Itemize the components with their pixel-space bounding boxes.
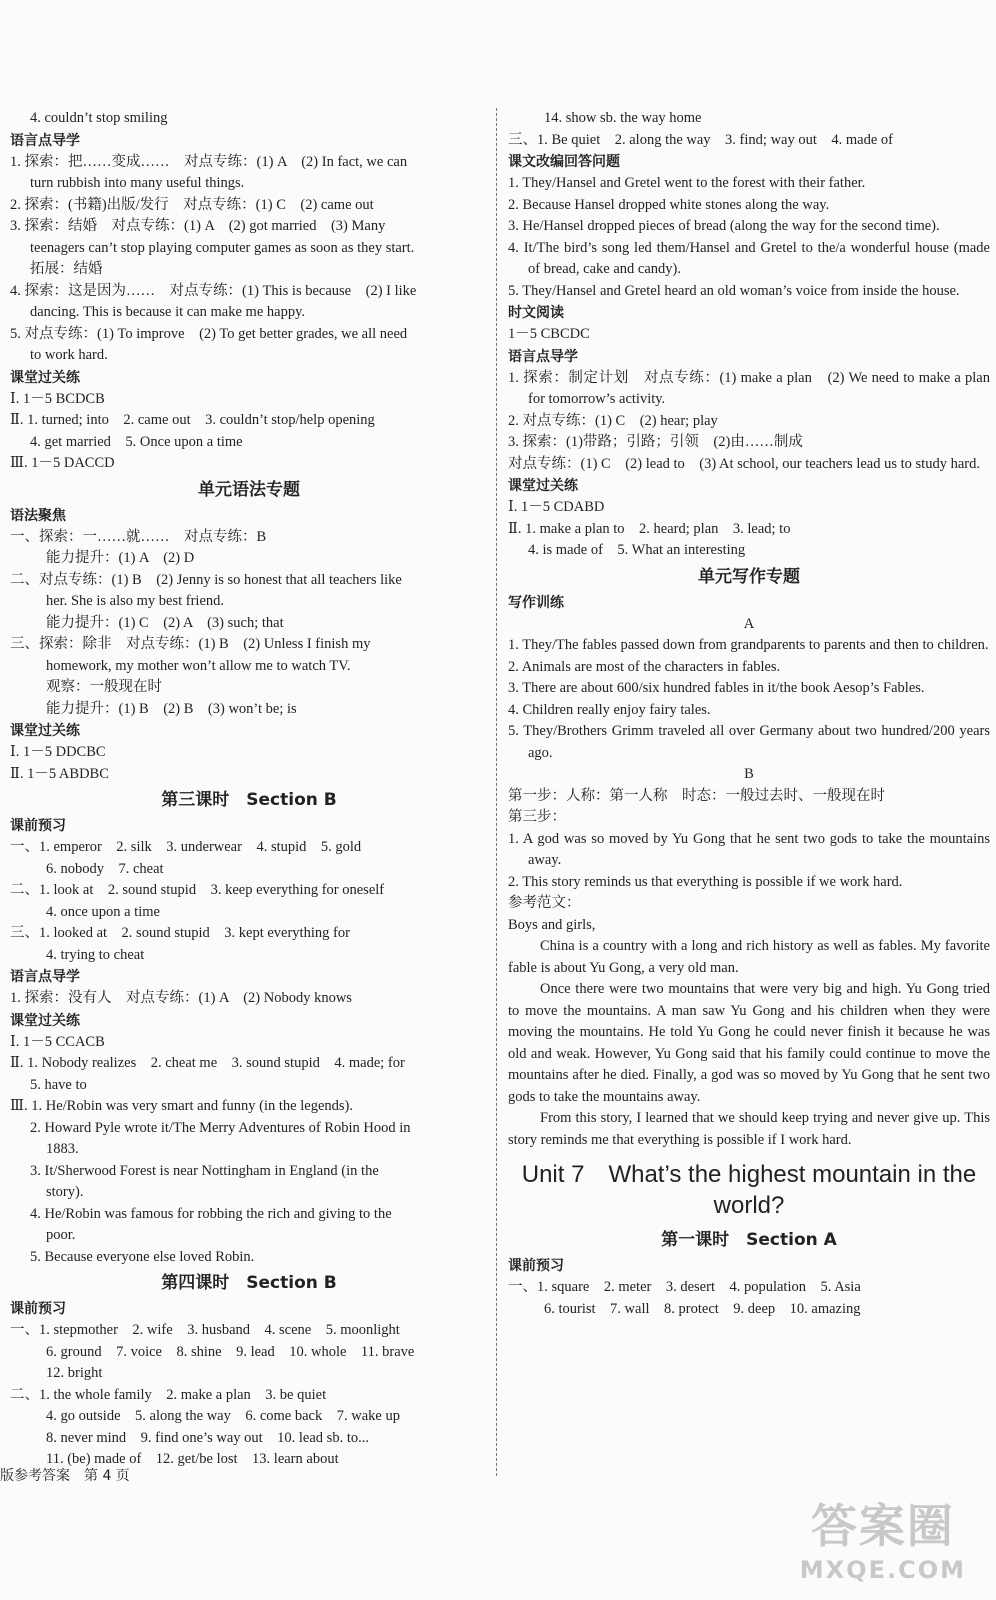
section-heading: 课堂过关练 (10, 723, 80, 739)
answer-line: 一、1. square 2. meter 3. desert 4. population 5. Asia (508, 1279, 861, 1295)
answer-line: 二、1. look at 2. sound stupid 3. keep everything for oneself (10, 882, 385, 898)
answer-line: 对点专练：(1) C (2) lead to (3) At school, our teachers lead us to study hard. (508, 455, 980, 472)
essay-paragraph: From this story, I learned that we should keep trying and never give up. This story reminds me that everything is possible if I work hard. (508, 1110, 990, 1148)
answer-line: 2. This story reminds us that everything is possible if we work hard. (508, 873, 903, 890)
section-heading: 语言点导学 (10, 132, 80, 149)
watermark-logo (800, 1490, 966, 1584)
answer-line: 3. 探索：结婚 对点专练：(1) A (2) got married (3) Many (10, 218, 386, 234)
answer-line: Ⅱ. 1. make a plan to 2. heard; plan 3. lead; to (508, 520, 791, 537)
answer-line: 一、1. stepmother 2. wife 3. husband 4. scene 5. moonlight (10, 1322, 400, 1338)
answer-line: 能力提升：(1) C (2) A (3) such; that (46, 614, 284, 631)
section-heading: 写作训练 (508, 594, 564, 611)
answer-line: 能力提升：(1) B (2) B (3) won’t be; is (46, 700, 297, 717)
section-heading: 课堂过关练 (508, 478, 578, 494)
answer-line: Boys and girls, (508, 916, 596, 933)
answer-line: 6. nobody 7. cheat (46, 860, 164, 877)
unit-title: Unit 7 What’s the highest mountain in the world? (521, 1161, 977, 1219)
section-heading: 时文阅读 (508, 305, 564, 321)
essay-paragraph: Once there were two mountains that were very big and high. Yu Gong tried to move the mountains. A man saw Yu Gong and his children when they were moving the mountains. He told Yu Gong he could never finish it because he was old and weak. However, Yu Gong said that his family could continue to move the mountains after he died. Finally, a god was so moved by Yu Gong that he sent two gods to take the mountains away. (508, 981, 990, 1105)
answer-line: A (743, 615, 755, 632)
answer-line: Ⅱ. 1. Nobody realizes 2. cheat me 3. sound stupid 4. made; for (10, 1055, 405, 1071)
answer-line: 11. (be) made of 12. get/be lost 13. learn about (46, 1451, 339, 1467)
answer-line: to work hard. (30, 347, 108, 363)
answer-line: 4. is made of 5. What an interesting (528, 542, 746, 558)
answer-line: 第三步： (508, 809, 566, 825)
answer-line: 4. It/The bird’s song led them/Hansel and Gretel to the/a wonderful house (made of bread, cake and candy). (508, 239, 990, 277)
answer-line: 4. get married 5. Once upon a time (30, 433, 243, 450)
answer-line: poor. (46, 1227, 76, 1243)
answer-line: 2. 对点专练：(1) C (2) hear; play (508, 412, 718, 429)
answer-line: 三、探索：除非 对点专练：(1) B (2) Unless I finish my (10, 636, 371, 652)
answer-line: teenagers can’t stop playing computer games as soon as they start. (30, 239, 415, 256)
answer-line: 2. Howard Pyle wrote it/The Merry Adventures of Robin Hood in (30, 1119, 411, 1136)
answer-line: 5. have to (30, 1076, 87, 1093)
answer-line: 2. Because Hansel dropped white stones along the way. (508, 196, 830, 213)
section-heading: 课堂过关练 (10, 1012, 80, 1029)
answer-line: 1. A god was so moved by Yu Gong that he sent two gods to take the mountains away. (508, 830, 990, 868)
lesson-title: 第一课时 Section A (661, 1230, 837, 1250)
answer-line: Ⅱ. 1. turned; into 2. came out 3. couldn’t stop/help opening (10, 412, 375, 428)
answer-line: 4. couldn’t stop smiling (30, 110, 168, 126)
section-heading: 课文改编回答问题 (508, 154, 620, 170)
left-column (10, 108, 488, 1471)
section-heading: 课前预习 (508, 1258, 564, 1274)
answer-line: Ⅰ. 1－5 CDABD (508, 499, 605, 515)
answer-line: 6. tourist 7. wall 8. protect 9. deep 10. amazing (544, 1300, 861, 1317)
answer-line: 5. 对点专练：(1) To improve (2) To get better grades, we all need (10, 325, 408, 342)
answer-line: 3. It/Sherwood Forest is near Nottingham in England (in the (30, 1162, 379, 1179)
lesson-title: 单元写作专题 (698, 566, 800, 587)
answer-line: 5. They/Hansel and Gretel heard an old woman’s voice from inside the house. (508, 282, 960, 299)
answer-line: 3. There are about 600/six hundred fables in it/the book Aesop’s Fables. (508, 680, 925, 696)
page-footer: 版参考答案 第 4 页 (0, 1468, 130, 1484)
lesson-title: 第三课时 Section B (161, 790, 337, 810)
answer-line: 8. never mind 9. find one’s way out 10. lead sb. to... (46, 1429, 369, 1446)
answer-line: B (744, 766, 754, 782)
section-heading: 课堂过关练 (10, 369, 80, 386)
answer-line: 1. 探索：制定计划 对点专练：(1) make a plan (2) We need to make a plan for tomorrow’s activity. (508, 369, 990, 407)
answer-line: Ⅲ. 1－5 DACCD (10, 455, 115, 471)
answer-line: 1. 探索：把……变成…… 对点专练：(1) A (2) In fact, we can (10, 153, 408, 170)
watermark-url: MXQE.COM (799, 1556, 966, 1584)
answer-line: 14. show sb. the way home (544, 110, 702, 126)
section-heading: 语法聚焦 (10, 507, 66, 524)
answer-line: 二、1. the whole family 2. make a plan 3. be quiet (10, 1386, 327, 1403)
answer-line: 3. He/Hansel dropped pieces of bread (along the way for the second time). (508, 218, 940, 234)
section-heading: 语言点导学 (10, 969, 80, 985)
answer-line: 4. once upon a time (46, 903, 160, 920)
answer-line: 一、1. emperor 2. silk 3. underwear 4. stupid 5. gold (10, 839, 362, 855)
answer-line: 1－5 CBCDC (508, 326, 590, 342)
answer-line: homework, my mother won’t allow me to watch TV. (46, 657, 351, 674)
answer-line: story). (46, 1184, 84, 1200)
answer-line: Ⅰ. 1－5 BCDCB (10, 390, 105, 407)
section-heading: 语言点导学 (508, 348, 578, 365)
answer-line: 6. ground 7. voice 8. shine 9. lead 10. whole 11. brave (46, 1343, 415, 1360)
answer-line: 4. 探索：这是因为…… 对点专练：(1) This is because (2) I like (10, 282, 417, 299)
section-heading: 课前预习 (10, 1301, 66, 1317)
answer-line: 拓展：结婚 (30, 261, 103, 277)
answer-line: 4. Children really enjoy fairy tales. (508, 701, 711, 718)
answer-line: 4. trying to cheat (46, 946, 145, 963)
watermark-text: 答案圈 (810, 1499, 955, 1553)
lesson-title: 单元语法专题 (198, 479, 300, 500)
answer-line: 4. He/Robin was famous for robbing the rich and giving to the (30, 1205, 392, 1222)
answer-line: turn rubbish into many useful things. (30, 175, 245, 191)
answer-line: 5. They/Brothers Grimm traveled all over Germany about two hundred/200 years ago. (508, 723, 990, 761)
answer-line: 1. They/The fables passed down from grandparents to parents and then to children. (508, 637, 989, 653)
answer-line: 观察：一般现在时 (46, 679, 162, 695)
answer-line: Ⅰ. 1－5 DDCBC (10, 744, 106, 760)
answer-line: Ⅰ. 1－5 CCACB (10, 1033, 105, 1050)
answer-line: 2. Animals are most of the characters in fables. (508, 658, 781, 675)
answer-line: 4. go outside 5. along the way 6. come back 7. wake up (46, 1408, 400, 1424)
answer-line: 三、1. looked at 2. sound stupid 3. kept everything for (10, 925, 350, 941)
answer-line: 三、1. Be quiet 2. along the way 3. find; way out 4. made of (508, 131, 893, 148)
right-column (508, 108, 990, 1320)
answer-line: 能力提升：(1) A (2) D (46, 550, 195, 566)
lesson-title: 第四课时 Section B (161, 1273, 337, 1293)
answer-line: Ⅲ. 1. He/Robin was very smart and funny (in the legends). (10, 1098, 353, 1114)
section-heading: 课前预习 (10, 818, 66, 834)
answer-line: 1. They/Hansel and Gretel went to the forest with their father. (508, 175, 866, 191)
answer-line: her. She is also my best friend. (46, 593, 225, 609)
answer-line: 参考范文： (508, 895, 581, 911)
answer-line: Ⅱ. 1－5 ABDBC (10, 765, 109, 782)
answer-line: dancing. This is because it can make me happy. (30, 304, 306, 320)
answer-line: 第一步：人称：第一人称 时态：一般过去时、一般现在时 (508, 787, 885, 804)
answer-line: 1883. (46, 1141, 79, 1157)
answer-line: 二、对点专练：(1) B (2) Jenny is so honest that all teachers like (10, 571, 402, 588)
essay-paragraph: China is a country with a long and rich history as well as fables. My favorite fable is about Yu Gong, a very old man. (508, 938, 990, 976)
answer-line: 5. Because everyone else loved Robin. (30, 1248, 255, 1265)
answer-line: 12. bright (46, 1365, 103, 1381)
answer-line: 3. 探索：(1)带路；引路；引领 (2)由……制成 (508, 434, 803, 450)
answer-line: 一、探索：一……就…… 对点专练：B (10, 528, 267, 545)
column-divider (496, 108, 497, 1476)
answer-line: 2. 探索：(书籍)出版/发行 对点专练：(1) C (2) came out (10, 196, 374, 213)
answer-line: 1. 探索：没有人 对点专练：(1) A (2) Nobody knows (10, 990, 352, 1006)
